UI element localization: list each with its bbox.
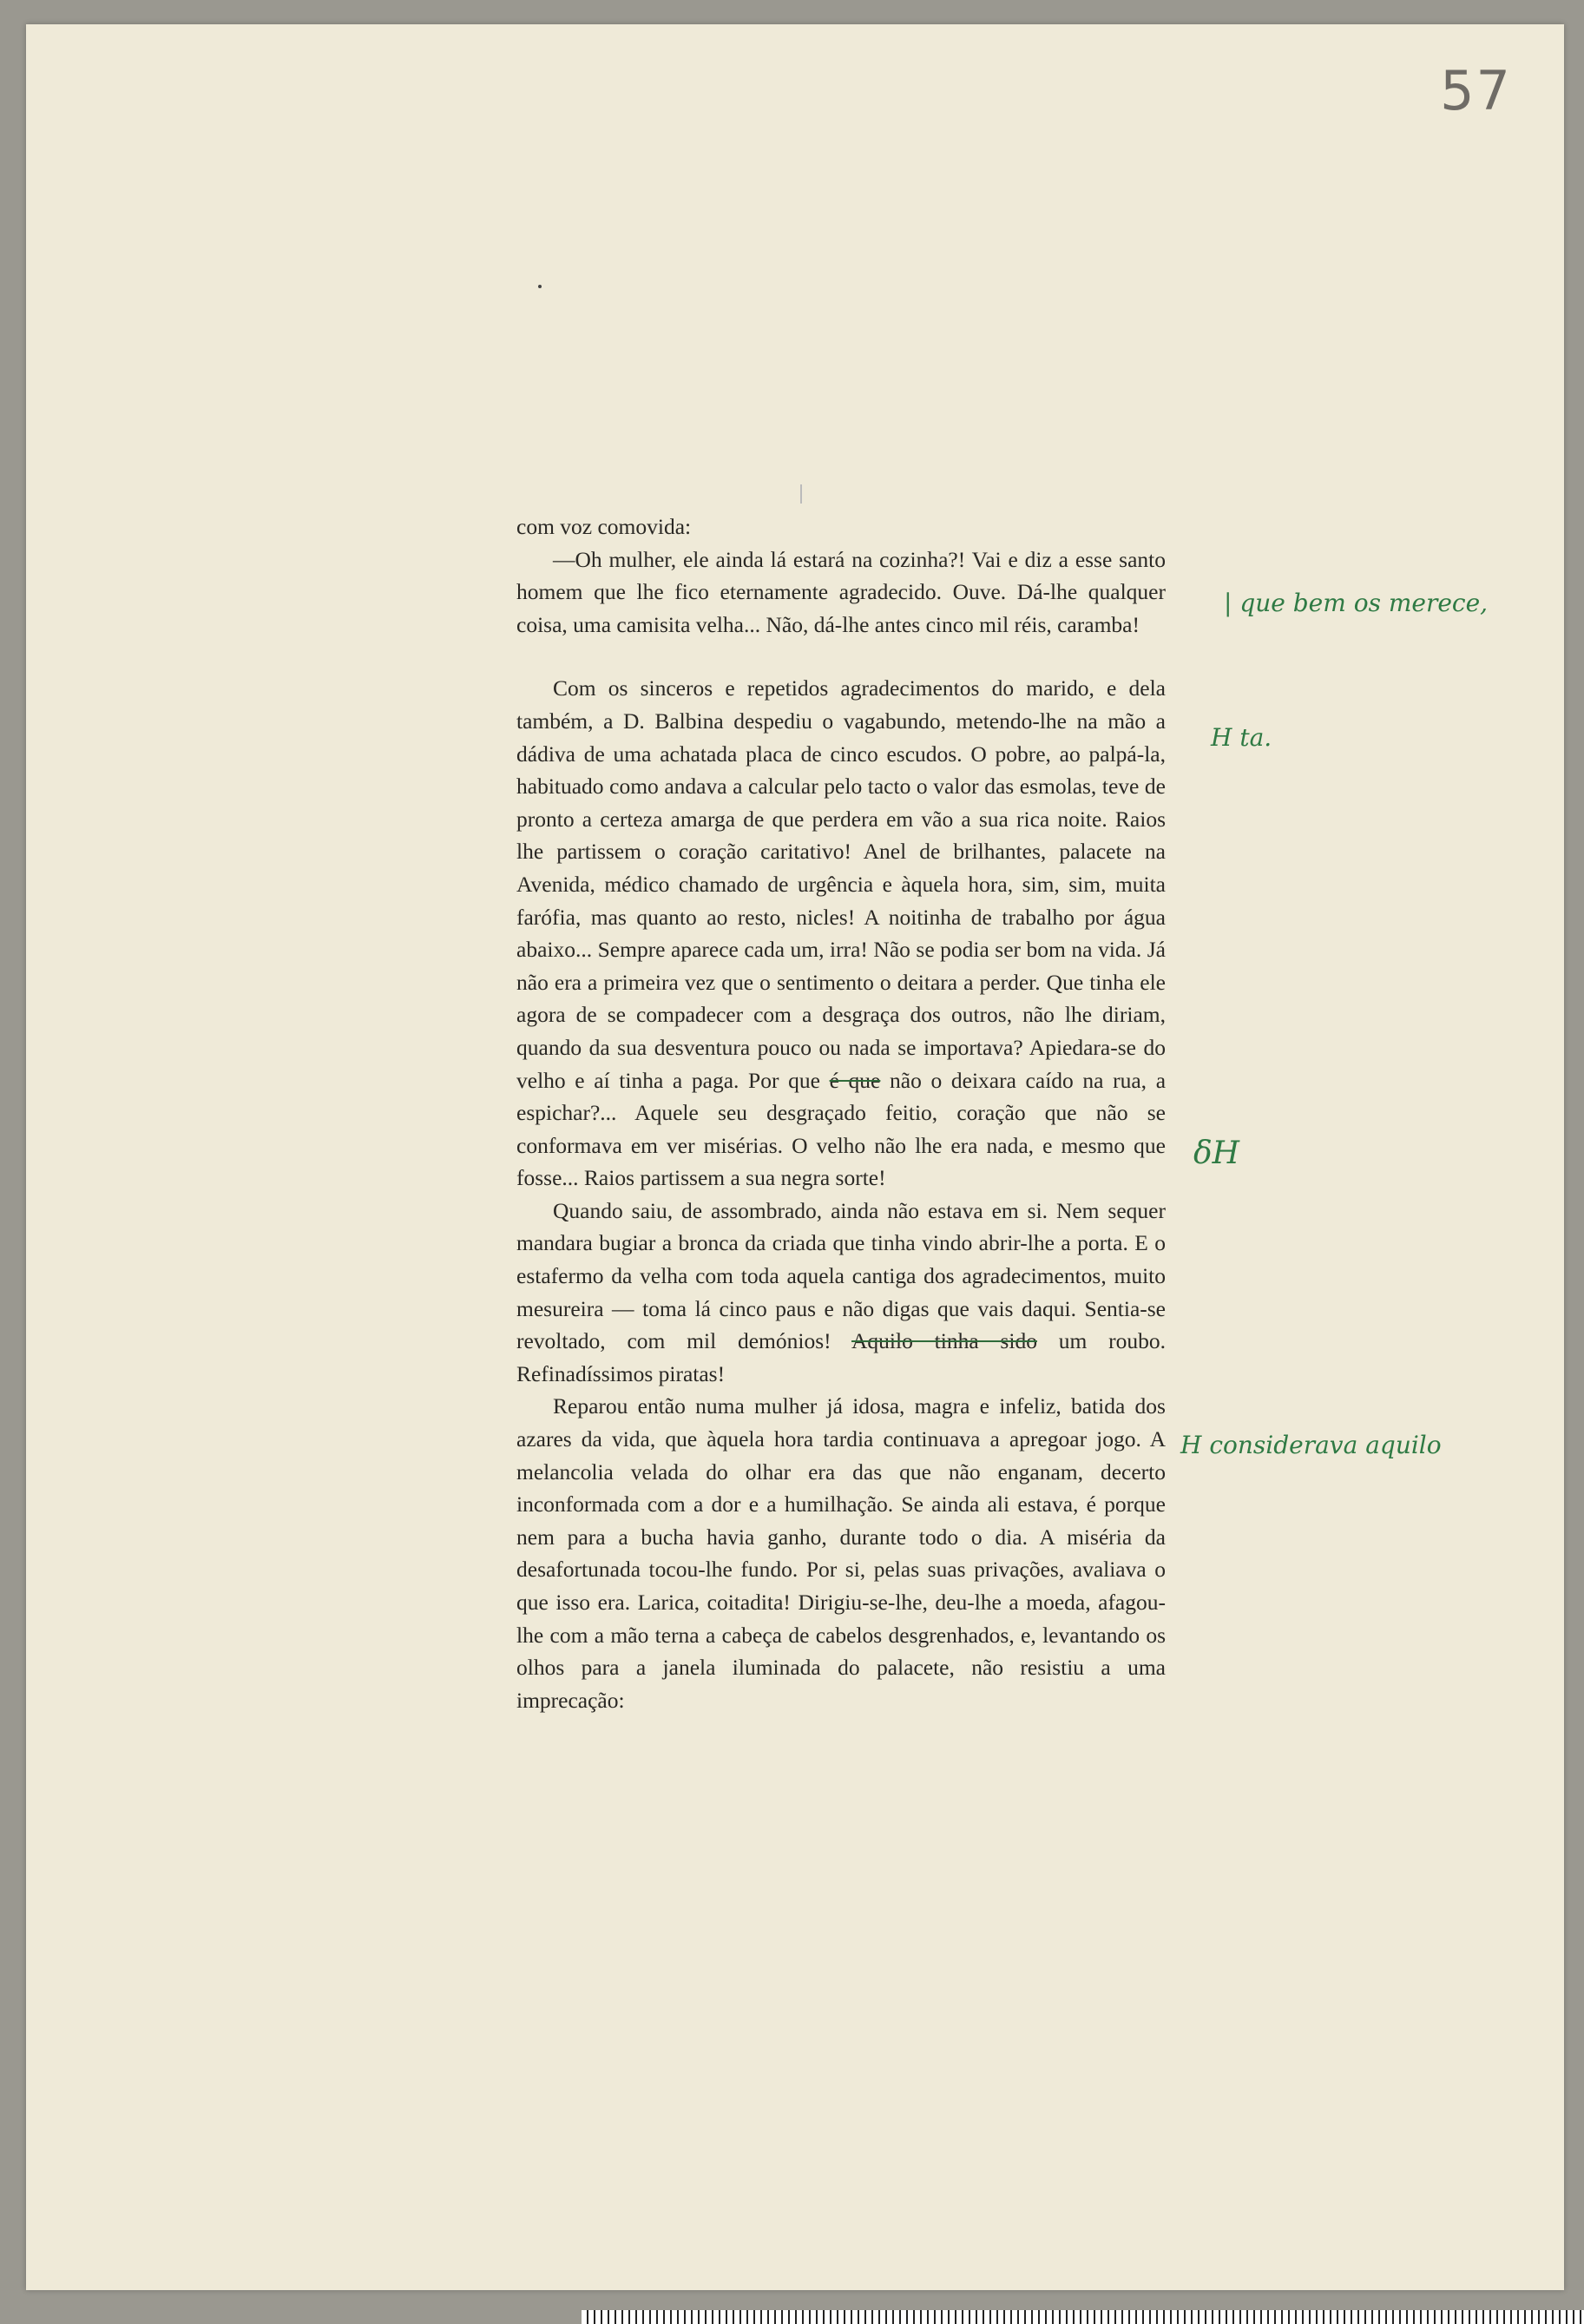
margin-note-2: H ta. <box>1211 723 1272 752</box>
paragraph-dialogue <box>516 543 1166 642</box>
quando-saiu-end: um roubo. Refinadíssimos piratas! <box>516 1328 1166 1386</box>
margin-tick <box>800 484 802 504</box>
balbina-text: Com os sinceros e repetidos agradecimentos do marido, e dela também, a D. Balbina despediu o vagabundo, metendo-lhe na mão a dádiva de uma achatada placa de cinco escudos. O pobre, ao palpá-la, habituado como andava a calcular pelo tacto o valor das esmolas, teve de pronto a certeza amarga de que perdera em vão a sua rica noite. Raios lhe partissem o coração caritativo! Anel de brilhantes, palacete na Avenida, médico chamado de urgência e àquela hora, sim, sim, muita farófia, mas quanto ao resto, nicles! A noitinha de trabalho por água abaixo... Sempre aparece cada um, irra! Não se podia ser bom na vida. Já não era a primeira vez que o sentimento o deitara a perder. Que tinha ele agora de se compadecer com a desgraça dos outros, não lhe diriam, quando da sua desventura pouco ou nada se importava? Apiedara-se do velho e aí tinha a paga. Por que <box>516 675 1166 1093</box>
dialogue-text: —Oh mulher, ele ainda lá estará na cozinha?! Vai e diz a esse santo homem que lhe fico eternamente agradecido. Ouve. Dá-lhe qualquer coisa, uma camisita velha... Não, dá-lhe antes cinco mil réis, caramba! <box>516 546 1166 637</box>
ink-dot <box>538 285 542 288</box>
paragraph-opening: com voz comovida: <box>516 514 692 539</box>
paragraph-reparou <box>516 1390 1166 1716</box>
margin-note-4: H considerava aquilo <box>1180 1431 1442 1459</box>
reparou-text: Reparou então numa mulher já idosa, magra e infeliz, batida dos azares da vida, que àquela hora tardia continuava a apregoar jogo. A melancolia velada do olhar era das que não enganam, decerto inconformada com a dor e a humilhação. Se ainda ali estava, é porque nem para a bucha havia ganho, durante todo o dia. A miséria da desafortunada tocou-lhe fundo. Por si, pelas suas privações, avaliava o que isso era. Larica, coitadita! Dirigiu-se-lhe, deu-lhe a moeda, afagou-lhe com a mão terna a cabeça de cabelos desgrenhados, e, levantando os olhos para a janela iluminada do palacete, não resistiu a uma imprecação: <box>516 1393 1166 1713</box>
balbina-text-cont: não o deixara caído na rua, a espichar?... Aquele seu desgraçado feitio, coração que não se conformava em ver misérias. O velho não lhe era nada, e mesmo que fosse... Raios partissem a sua negra sorte! <box>516 1067 1167 1191</box>
margin-note-3: δH <box>1193 1136 1240 1171</box>
struck-phrase-1: é que <box>829 1067 881 1093</box>
quando-saiu-text: Quando saiu, de assombrado, ainda não estava em si. Nem sequer mandara bugiar a bronca da criada que tinha vindo abrir-lhe a porta. E o estafermo da velha com toda aquela cantiga dos agradecimentos, muito mesureira — toma lá cinco paus e não digas que vais daqui. Sentia-se revoltado, com mil demónios! <box>516 1197 1166 1354</box>
margin-note-1: | que bem os merece, <box>1224 589 1489 617</box>
paragraph-balbina <box>516 672 1166 1195</box>
typed-text-block <box>516 510 1166 1716</box>
scale-ruler <box>582 2310 1584 2324</box>
page-number: 57 <box>1440 59 1512 122</box>
paragraph-quando-saiu <box>516 1195 1166 1391</box>
manuscript-sheet <box>26 24 1564 2290</box>
paragraph-gap <box>516 641 1166 672</box>
struck-phrase-2: Aquilo tinha sido <box>851 1328 1037 1354</box>
